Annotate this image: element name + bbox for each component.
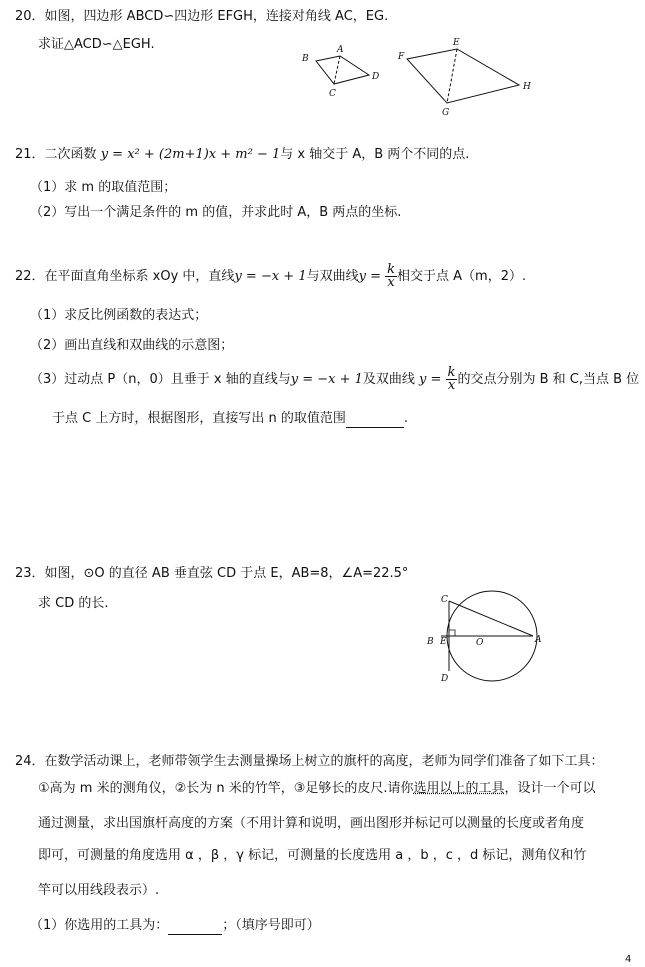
fig3-label-a: A: [535, 635, 542, 645]
q23-line1: 23．如图，⊙O 的直径 AB 垂直弦 CD 于点 E，AB=8，∠A=22.5°: [15, 566, 409, 581]
q24-tools-blank[interactable]: [168, 919, 222, 935]
fig3-label-b: B: [427, 637, 434, 647]
q24-line1: 24．在数学活动课上，老师带领学生去测量操场上树立的旗杆的高度，老师为同学们准备了如下工具：: [15, 754, 604, 769]
q22-hyp-lhs: y =: [358, 269, 386, 284]
fig1-label-a: A: [337, 45, 344, 55]
q24-line2c: ，设计一个可以: [504, 781, 596, 796]
q24-line3: 通过测量，求出国旗杆高度的方案（不用计算和说明，画出图形并标记可以测量的长度或者角度: [38, 816, 585, 831]
q22-part1: （1）求反比例函数的表达式；: [30, 308, 208, 323]
fig2-label-g: G: [442, 108, 450, 118]
q22-p3c: 的交点分别为 B 和 C,当点 B 位: [457, 372, 640, 387]
q21-number: 21．二次函数: [15, 147, 97, 162]
q21-part1: （1）求 m 的取值范围；: [30, 180, 177, 195]
fig3-label-d: D: [441, 674, 449, 684]
q24-line2: [38, 780, 596, 798]
q23-line2: 求 CD 的长.: [38, 596, 109, 611]
q24-line5: 竿可以用线段表示）.: [38, 883, 160, 898]
q22-p3a: （3）过动点 P（n，0）且垂于 x 轴的直线与: [30, 372, 291, 387]
fig2-label-e: E: [453, 38, 460, 48]
q22-p3b: 及双曲线: [362, 372, 415, 387]
q24-p1a: （1）你选用的工具为：: [30, 918, 169, 933]
q22-tail: 相交于点 A（m，2）.: [397, 269, 527, 284]
fig2-label-h: H: [523, 82, 531, 92]
q20-line2: 求证△ACD∽△EGH.: [38, 37, 155, 52]
q24-p1b: ；（填序号即可）: [222, 918, 320, 933]
page-number: 4: [625, 954, 632, 965]
fig1-label-d: D: [372, 72, 380, 82]
fig2-label-f: F: [398, 52, 405, 62]
q22-p3-hyp-lhs: y =: [419, 372, 446, 387]
fig1-label-b: B: [302, 54, 309, 64]
q22-p3-frac-k: k: [447, 365, 456, 380]
q22-frac-k: k: [387, 262, 396, 277]
q22-p3-frac-x: x: [447, 378, 456, 393]
q22-p3d: 于点 C 上方时，根据图形，直接写出 n 的取值范围: [52, 411, 346, 426]
fig3-label-c: C: [441, 595, 448, 605]
q22-lead: 22．在平面直角坐标系 xOy 中，直线: [15, 269, 235, 284]
fig1-label-c: C: [329, 89, 336, 99]
q22-part2: （2）画出直线和双曲线的示意图；: [30, 338, 234, 353]
q24-line4: 即可，可测量的角度选用 α ，β ，γ 标记，可测量的长度选用 a ，b ，c ，d 标记，测角仪和竹: [38, 848, 587, 863]
q21-tail: 与 x 轴交于 A，B 两个不同的点.: [280, 147, 470, 162]
q22-p3-line-equation: y = −x + 1: [290, 372, 363, 387]
q24-line2b-emphasis: 选用以上的工具: [413, 781, 505, 796]
q24-part1: [30, 917, 320, 935]
q21-eq-y: y: [100, 147, 109, 162]
q21-part2: （2）写出一个满足条件的 m 的值，并求此时 A，B 两点的坐标.: [30, 205, 402, 220]
q22-p3e: .: [403, 411, 408, 426]
q20-line1: 20．如图，四边形 ABCD∽四边形 EFGH，连接对角线 AC，EG.: [15, 9, 389, 24]
q21-equation: = x² + (2m+1)x + m² − 1: [108, 147, 281, 162]
q22-line-equation: y = −x + 1: [234, 269, 307, 284]
fig3-label-e: E: [440, 637, 447, 647]
fig3-label-o: O: [476, 638, 484, 648]
q24-line2a: ①高为 m 米的测角仪，②长为 n 米的竹竿，③足够长的皮尺.请你: [38, 781, 414, 796]
q22-frac-x: x: [387, 275, 395, 290]
q22-mid: 与双曲线: [306, 269, 359, 284]
